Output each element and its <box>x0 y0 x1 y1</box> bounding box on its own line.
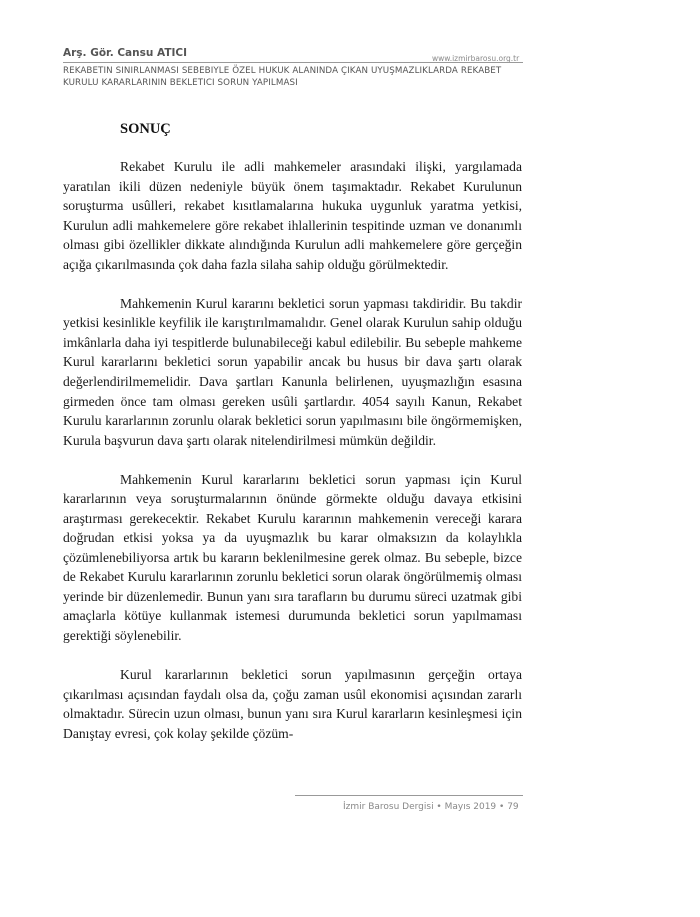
paragraph-1: Rekabet Kurulu ile adli mahkemeler arasındaki ilişki, yargılamada yaratılan ikili düzen nedeniyle büyük önem taşımaktadır. Rekabet Kurulunun soruşturma usûlleri, rekabet kısıtlamalarına hukuka uygunluk yaratma yetkisi, Kurulun adli mahkemelere göre rekabet ihlallerinin tespitinde uzman ve donanımlı olması gibi özellikler dikkate alındığında Kurulun adli mahkemelere göre gerçeğin açığa çıkarılmasında çok daha fazla silaha sahip olduğu görülmektedir. <box>63 159 522 272</box>
body-text <box>63 157 522 763</box>
author-name: Arş. Gör. Cansu ATICI <box>63 47 187 59</box>
running-title: REKABETIN SINIRLANMASI SEBEBIYLE ÖZEL HUKUK ALANINDA ÇIKAN UYUŞMAZLIKLARDA REKABET KURULU KARARLARININ BEKLETICI SORUN YAPILMASI <box>63 66 502 89</box>
paragraph-4: Kurul kararlarının bekletici sorun yapılmasının gerçeğin ortaya çıkarılması açısından faydalı olsa da, çoğu zaman usûl ekonomisi açısından zararlı olmaktadır. Sürecin uzun olması, bunun yanı sıra Kurul kararların kesinleşmesi için Danıştay evresi, çok kolay şekilde çözüm- <box>63 667 522 741</box>
paragraph-2: Mahkemenin Kurul kararını bekletici sorun yapması takdiridir. Bu takdir yetkisi kesinlikle keyfilik ile karıştırılmamalıdır. Genel olarak Kurulun sahip olduğu imkânlarla daha iyi tespitlerde bulunabileceği kabul edilebilir. Bu sebeple mahkeme Kurul kararlarını bekletici sorun yapabilir ancak bu husus bir dava şartı olarak değerlendirilmemelidir. Dava şartları Kanunla belirlenen, uyuşmazlığın esasına girmeden önce tam olması gereken usûli şartlardır. 4054 sayılı Kanun, Rekabet Kurulu kararlarının zorunlu olarak bekletici sorun yapılmasını bile öngörmemişken, Kurula başvurun dava şartı olarak nitelendirilmesi mümkün değildir. <box>63 295 522 448</box>
paragraph-3: Mahkemenin Kurul kararlarını bekletici sorun yapması için Kurul kararlarının veya soruşturmalarının önünde görmekte olduğu davaya etkisini araştırması gerekecektir. Rekabet Kurulu kararının mahkemenin vereceği karara doğrudan etkisi yoksa ya da uyuşmazlık bu karar olmaksızın da kolaylıkla çözümlenebiliyorsa artık bu kararın beklenilmesine gerek olmaz. Bu sebeple, bizce de Rekabet Kurulu kararlarının zorunlu bekletici sorun olarak öngörülmemiş olması yerinde bir düzenlemedir. Bunun yanı sıra tarafların bu durumu süreci uzatmak gibi amaçlarla kötüye kullanmak istemesi durumunda bekletici sorun yapılmaması gerektiği söylenebilir. <box>63 471 522 644</box>
page-footer: İzmir Barosu Dergisi • Mayıs 2019 • 79 <box>343 802 519 812</box>
header-divider <box>63 62 523 63</box>
section-heading: SONUÇ <box>120 121 171 137</box>
website-url[interactable]: www.izmirbarosu.org.tr <box>432 54 520 63</box>
footer-divider <box>295 795 523 796</box>
